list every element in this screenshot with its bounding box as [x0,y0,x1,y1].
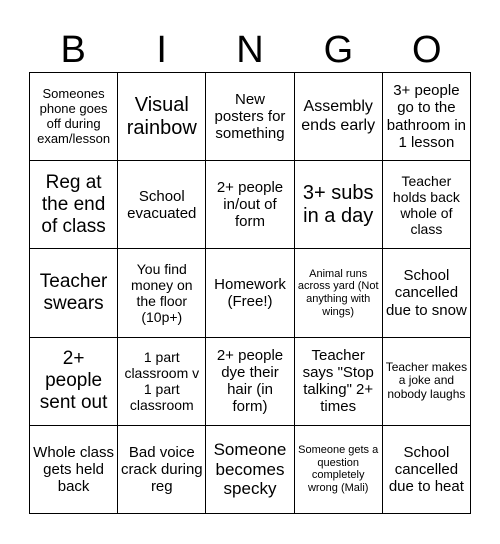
bingo-cell[interactable]: 1 part classroom v 1 part classroom [118,338,206,426]
bingo-cell[interactable]: New posters for something [206,73,294,161]
header-letter-o: O [412,29,442,71]
bingo-cell[interactable]: Someone gets a question completely wrong (Mali) [295,426,383,514]
bingo-cell[interactable]: School evacuated [118,161,206,249]
bingo-cell[interactable]: Whole class gets held back [30,426,118,514]
bingo-cell[interactable]: You find money on the floor (10p+) [118,249,206,337]
bingo-cell[interactable]: Reg at the end of class [30,161,118,249]
bingo-cell[interactable]: Someone becomes specky [206,426,294,514]
header-letter-n: N [236,29,264,71]
bingo-card [29,28,471,72]
header-letter-g: G [323,29,354,71]
bingo-cell[interactable]: 3+ people go to the bathroom in 1 lesson [383,73,471,161]
bingo-grid [29,72,471,514]
bingo-cell[interactable]: Homework (Free!) [206,249,294,337]
bingo-header [29,28,471,72]
bingo-cell[interactable]: Visual rainbow [118,73,206,161]
bingo-cell[interactable]: 2+ people in/out of form [206,161,294,249]
bingo-cell[interactable]: Teacher swears [30,249,118,337]
bingo-cell[interactable]: 2+ people sent out [30,338,118,426]
bingo-cell[interactable]: Teacher says "Stop talking" 2+ times [295,338,383,426]
bingo-cell[interactable]: 2+ people dye their hair (in form) [206,338,294,426]
bingo-cell[interactable]: School cancelled due to heat [383,426,471,514]
bingo-cell[interactable]: Assembly ends early [295,73,383,161]
header-letter-i: I [156,29,167,71]
bingo-cell[interactable]: School cancelled due to snow [383,249,471,337]
header-letter-b: B [60,29,86,71]
bingo-cell[interactable]: 3+ subs in a day [295,161,383,249]
bingo-cell[interactable]: Teacher holds back whole of class [383,161,471,249]
bingo-cell[interactable]: Bad voice crack during reg [118,426,206,514]
bingo-cell[interactable]: Animal runs across yard (Not anything with wings) [295,249,383,337]
bingo-cell[interactable]: Someones phone goes off during exam/lesson [30,73,118,161]
bingo-cell[interactable]: Teacher makes a joke and nobody laughs [383,338,471,426]
